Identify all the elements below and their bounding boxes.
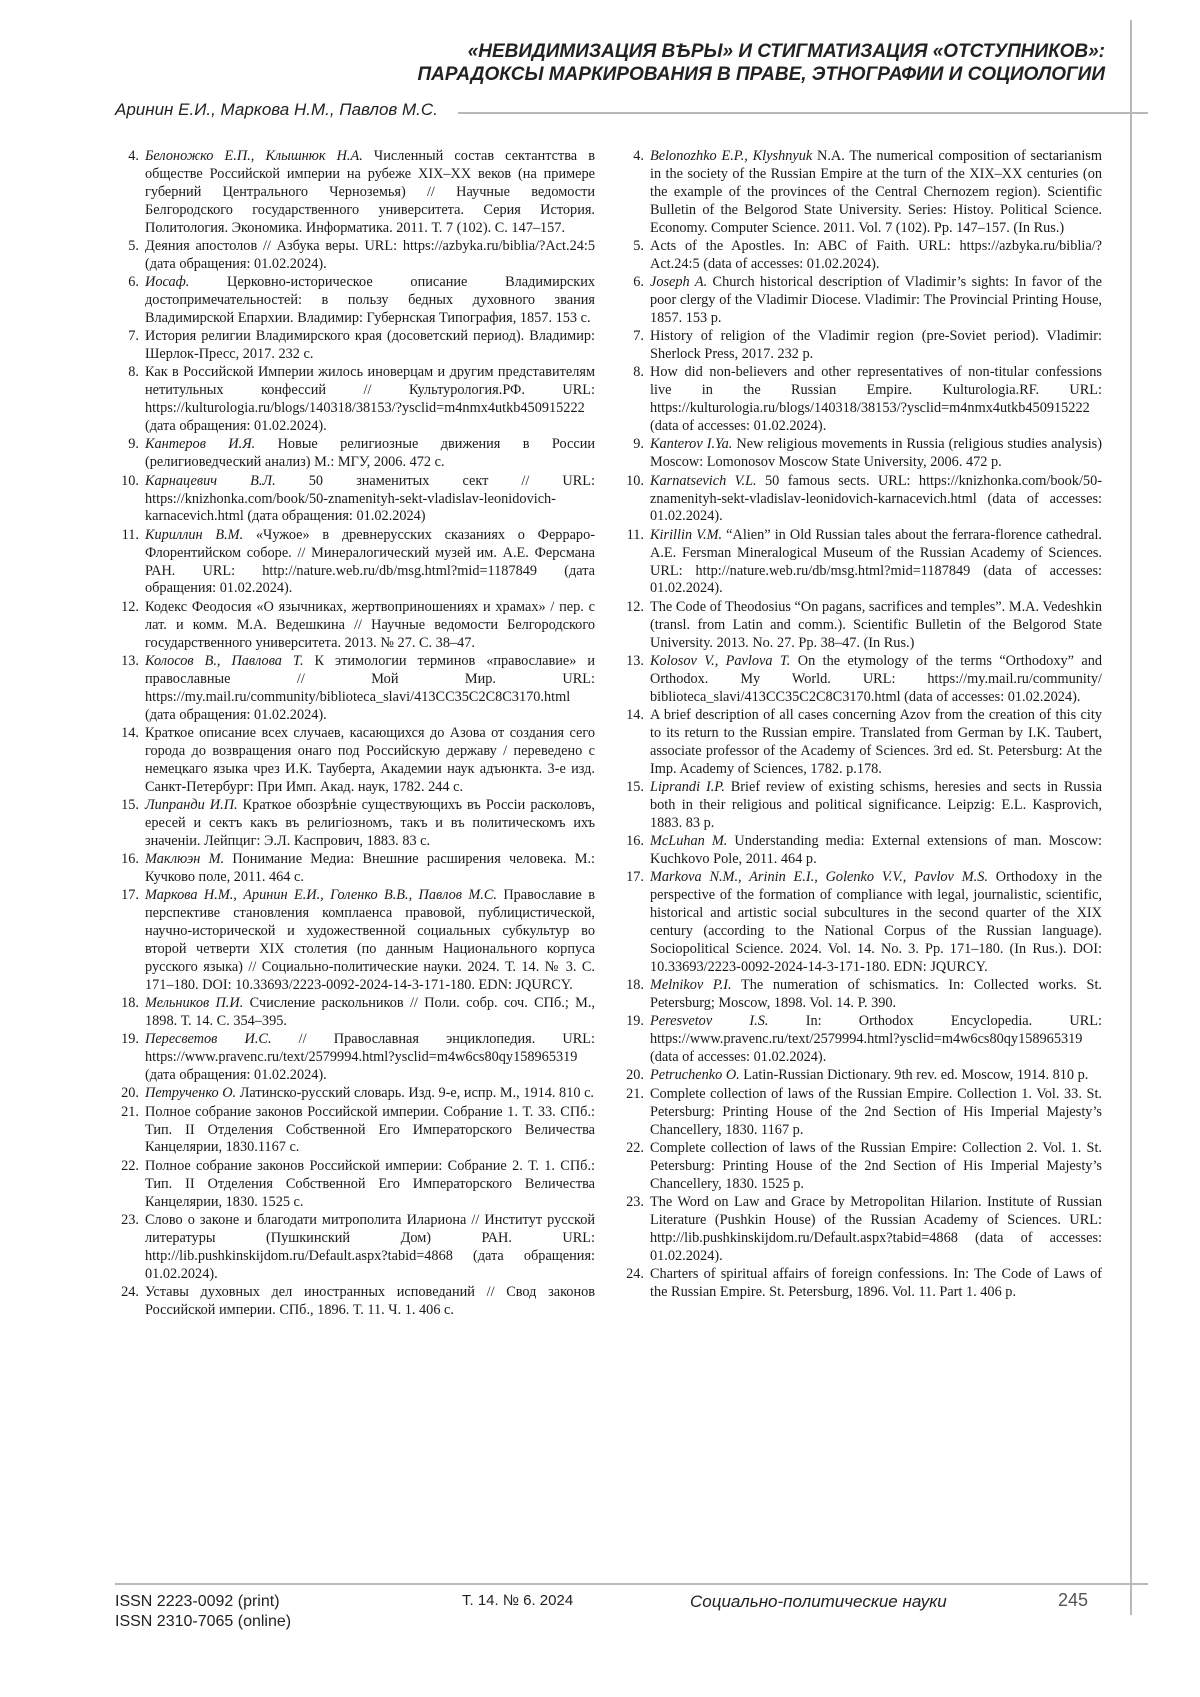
reference-authors: Петрученко О. bbox=[145, 1085, 236, 1101]
reference-item bbox=[620, 869, 1102, 976]
reference-item bbox=[620, 473, 1102, 527]
reference-number: 24. bbox=[115, 1284, 139, 1302]
reference-authors: Кириллин В.М. bbox=[145, 527, 243, 543]
reference-text: Кодекс Феодосия «О язычниках, жертвоприношениях и храмах» / пер. с лат. и комм. М.А. Ведешкина // Научные ведомости Белгородского государственного университета. 2013. № 27. С. 38–47. bbox=[145, 599, 595, 651]
reference-text: Слово о законе и благодати митрополита Илариона // Институт русской литературы (Пушкинский Дом) РАН. URL: http://lib.pushkinskijdom.ru/Default.aspx?tabid=4868 (дата обращения: 01.02.2024). bbox=[145, 1212, 595, 1282]
reference-item bbox=[115, 1104, 595, 1158]
reference-number: 16. bbox=[620, 833, 644, 851]
references-russian bbox=[115, 148, 595, 1320]
reference-text: Латинско-русский словарь. Изд. 9-е, испр. М., 1914. 810 с. bbox=[236, 1085, 594, 1101]
footer-issn bbox=[115, 1592, 291, 1632]
reference-text: Acts of the Apostles. In: ABC of Faith. URL: https://azbyka.ru/biblia/?Act.24:5 (data of accesses: 01.02.2024). bbox=[650, 238, 1102, 272]
reference-item bbox=[620, 1013, 1102, 1067]
reference-item bbox=[115, 148, 595, 238]
reference-number: 7. bbox=[115, 328, 139, 346]
reference-item bbox=[620, 436, 1102, 472]
reference-authors: Kolosov V., Pavlova T. bbox=[650, 653, 790, 669]
reference-text: Church historical description of Vladimir’s sights: In favor of the poor clergy of the Vladimir Diocese. Vladimir: The Provincial Printing House, 1857. 153 p. bbox=[650, 274, 1102, 326]
reference-number: 6. bbox=[620, 274, 644, 292]
reference-number: 12. bbox=[115, 599, 139, 617]
reference-text: Полное собрание законов Российской империи. Собрание 1. Т. 33. СПб.: Тип. II Отделения Собственной Его Императорского Величества Канцелярии, 1830.1167 с. bbox=[145, 1104, 595, 1156]
running-title-line-1: «НЕВИДИМИЗАЦИЯ ВѢРЫ» И СТИГМАТИЗАЦИЯ «ОТСТУПНИКОВ»: bbox=[150, 40, 1105, 63]
reference-authors: Belonozhko E.P., Klyshnyuk bbox=[650, 148, 812, 164]
reference-text: Новые религиозные движения в России (религиоведческий анализ) М.: МГУ, 2006. 472 с. bbox=[145, 436, 595, 470]
reference-number: 23. bbox=[115, 1212, 139, 1230]
reference-item bbox=[620, 364, 1102, 436]
reference-item bbox=[620, 1067, 1102, 1085]
reference-item bbox=[115, 364, 595, 436]
reference-text: New religious movements in Russia (religious studies analysis) Moscow: Lomonosov Moscow State University, 2006. 472 p. bbox=[650, 436, 1102, 470]
reference-text: History of religion of the Vladimir region (pre-Soviet period). Vladimir: Sherlock Press, 2017. 232 p. bbox=[650, 328, 1102, 362]
reference-text: The Code of Theodosius “On pagans, sacrifices and temples”. M.A. Vedeshkin (transl. from Latin and comm.). Scientific Bulletin of the Belgorod State University. 2013. No. 27. Pp. 38–47. (In Rus.) bbox=[650, 599, 1102, 651]
reference-number: 5. bbox=[115, 238, 139, 256]
reference-authors: Мельников П.И. bbox=[145, 995, 243, 1011]
reference-authors: Маклюэн М. bbox=[145, 851, 224, 867]
reference-item bbox=[620, 527, 1102, 599]
reference-item bbox=[115, 1031, 595, 1085]
reference-text: A brief description of all cases concerning Azov from the creation of this city to its return to the Russian empire. Translated from German by I.K. Taubert, associate professor of the Academy of Sciences. 3rd ed. St. Petersburg: At the Imp. Academy of Sciences, 1782. p.178. bbox=[650, 707, 1102, 777]
reference-item bbox=[115, 527, 595, 599]
reference-item bbox=[620, 274, 1102, 328]
reference-authors: Joseph A. bbox=[650, 274, 707, 290]
reference-number: 19. bbox=[115, 1031, 139, 1049]
reference-item bbox=[115, 797, 595, 851]
reference-number: 14. bbox=[620, 707, 644, 725]
reference-item bbox=[115, 599, 595, 653]
reference-item bbox=[620, 1086, 1102, 1140]
reference-text: Краткое обозрѣніе существующихъ въ Россіи расколовъ, ересей и сектъ какъ въ религіозномъ, такъ и въ политическомъ ихъ значеніи. Лейпциг: Э.Л. Каспрович, 1883. 83 с. bbox=[145, 797, 595, 849]
reference-number: 21. bbox=[620, 1086, 644, 1104]
reference-text: The numeration of schismatics. In: Collected works. St. Petersburg; Moscow, 1898. Vol. 14. P. 390. bbox=[650, 977, 1102, 1011]
reference-item bbox=[620, 1194, 1102, 1266]
reference-number: 5. bbox=[620, 238, 644, 256]
reference-item bbox=[115, 328, 595, 364]
running-authors: Аринин Е.И., Маркова Н.М., Павлов М.С. bbox=[115, 100, 438, 120]
reference-text: “Alien” in Old Russian tales about the ferrara-florence cathedral. A.E. Fersman Mineralogical Museum of the Russian Academy of Sciences. URL: http://nature.web.ru/db/msg.html?mid=1187849 (data of accesses: 01.02.2024). bbox=[650, 527, 1102, 597]
references-english bbox=[620, 148, 1102, 1302]
reference-item bbox=[620, 238, 1102, 274]
issn-print: ISSN 2223-0092 (print) bbox=[115, 1592, 291, 1612]
reference-number: 22. bbox=[620, 1140, 644, 1158]
reference-item bbox=[620, 833, 1102, 869]
reference-number: 17. bbox=[115, 887, 139, 905]
reference-authors: Petruchenko O. bbox=[650, 1067, 740, 1083]
reference-text: Церковно-историческое описание Владимирских достопримечательностей: в пользу бедных духовного звания Владимирской Епархии. Владимир: Губернская Типография, 1857. 153 с. bbox=[145, 274, 595, 326]
reference-text: Charters of spiritual affairs of foreign confessions. In: The Code of Laws of the Russian Empire. St. Petersburg, 1896. Vol. 11. Part 1. 406 p. bbox=[650, 1266, 1102, 1300]
reference-text: N.A. The numerical composition of sectarianism in the society of the Russian Empire at the turn of the XIX–XX centuries (on the example of the provinces of the Central Chernozem region). Scientific Bulletin of the Belgorod State University. Series: Histoy. Political Science. Economy. Computer Science. 2011. Vol. 7 (102). Pp. 147–157. (In Rus.) bbox=[650, 148, 1102, 236]
running-title bbox=[150, 40, 1105, 86]
reference-text: «Чужое» в древнерусских сказаниях о Ферраро-Флорентийском соборе. // Минералогический музей им. А.Е. Ферсмана РАН. URL: http://nature.web.ru/db/msg.html?mid=1187849 (дата обращения: 01.02.2024). bbox=[145, 527, 595, 597]
reference-number: 9. bbox=[620, 436, 644, 454]
reference-text: Полное собрание законов Российской империи: Собрание 2. Т. 1. СПб.: Тип. II Отделения Собственной Его Императорского Величества Канцелярии, 1830. 1525 с. bbox=[145, 1158, 595, 1210]
reference-item bbox=[115, 653, 595, 725]
reference-text: How did non-believers and other representatives of non-titular confessions live in the Russian Empire. Kulturologia.RF. URL: https://kulturologia.ru/blogs/140318/38153/?ysclid=m4nmx4utkb450915222 (data of accesses: 01.02.2024). bbox=[650, 364, 1102, 434]
reference-number: 15. bbox=[115, 797, 139, 815]
reference-number: 23. bbox=[620, 1194, 644, 1212]
reference-authors: Melnikov P.I. bbox=[650, 977, 732, 993]
reference-item bbox=[115, 238, 595, 274]
reference-number: 10. bbox=[620, 473, 644, 491]
reference-number: 21. bbox=[115, 1104, 139, 1122]
issn-online: ISSN 2310-7065 (online) bbox=[115, 1612, 291, 1632]
reference-number: 16. bbox=[115, 851, 139, 869]
reference-item bbox=[620, 328, 1102, 364]
reference-number: 4. bbox=[115, 148, 139, 166]
reference-item bbox=[115, 1212, 595, 1284]
reference-number: 7. bbox=[620, 328, 644, 346]
reference-authors: Колосов В., Павлова Т. bbox=[145, 653, 304, 669]
reference-item bbox=[115, 725, 595, 797]
reference-text: Счисление раскольников // Поли. собр. соч. СПб.; М., 1898. Т. 14. С. 354–395. bbox=[145, 995, 595, 1029]
reference-authors: Липранди И.П. bbox=[145, 797, 238, 813]
reference-authors: Liprandi I.P. bbox=[650, 779, 725, 795]
reference-item bbox=[115, 473, 595, 527]
reference-item bbox=[115, 1085, 595, 1103]
reference-text: Как в Российской Империи жилось иноверцам и другим представителям нетитульных конфессий // Культурология.РФ. URL: https://kulturologia.ru/blogs/140318/38153/?ysclid=m4nmx4utkb450915222 (дата обращения: 01.02.2024). bbox=[145, 364, 595, 434]
reference-text: The Word on Law and Grace by Metropolitan Hilarion. Institute of Russian Literature (Pushkin House) of the Russian Academy of Sciences. URL: http://lib.pushkinskijdom.ru/Default.aspx?tabid=4868 (data of accesses: 01.02.2024). bbox=[650, 1194, 1102, 1264]
reference-item bbox=[115, 995, 595, 1031]
reference-number: 11. bbox=[115, 527, 139, 545]
reference-text: Orthodoxy in the perspective of the formation of compliance with legal, journalistic, scientific, historical and artistic social subcultures in the second quarter of the XIX century (according to the National Corpus of the Russian language). Sociopolitical Science. 2024. Vol. 14. No. 3. Pp. 171–180. (In Rus.). DOI: 10.33693/2223-0092-2024-14-3-171-180. EDN: JQURCY. bbox=[650, 869, 1102, 975]
reference-number: 24. bbox=[620, 1266, 644, 1284]
footer-volume: Т. 14. № 6. 2024 bbox=[462, 1592, 573, 1609]
reference-item bbox=[620, 779, 1102, 833]
reference-number: 15. bbox=[620, 779, 644, 797]
reference-number: 18. bbox=[115, 995, 139, 1013]
reference-text: Brief review of existing schisms, heresies and sects in Russia both in their religious and political significance. Leipzig: E.L. Kasprovich, 1883. 83 p. bbox=[650, 779, 1102, 831]
reference-text: On the etymology of the terms “Orthodoxy” and Orthodox. My World. URL: https://my.mail.ru/community/ biblioteca_slavi/413CC35C2C8C3170.html (data of accesses: 01.02.2024). bbox=[650, 653, 1102, 705]
reference-number: 14. bbox=[115, 725, 139, 743]
reference-item bbox=[620, 1140, 1102, 1194]
page-number: 245 bbox=[1058, 1590, 1088, 1611]
reference-number: 8. bbox=[115, 364, 139, 382]
reference-number: 19. bbox=[620, 1013, 644, 1031]
reference-authors: Пересветов И.С. bbox=[145, 1031, 272, 1047]
reference-item bbox=[620, 1266, 1102, 1302]
reference-text: 50 знаменитых сект // URL: https://knizhonka.com/book/50-znamenityh-sekt-vladislav-leonidovich-karnacevich.html (дата обращения: 01.02.2024) bbox=[145, 473, 595, 525]
reference-number: 12. bbox=[620, 599, 644, 617]
reference-number: 6. bbox=[115, 274, 139, 292]
reference-text: Latin-Russian Dictionary. 9th rev. ed. Moscow, 1914. 810 p. bbox=[740, 1067, 1089, 1083]
reference-item bbox=[115, 887, 595, 994]
reference-number: 13. bbox=[620, 653, 644, 671]
reference-text: Православие в перспективе становления комплаенса правовой, публицистической, научно-исторической и художественной социальных субкультур во второй четверти XIX столетия (по данным Национального корпуса русского языка) // Социально-политические науки. 2024. Т. 14. № 3. С. 171–180. DOI: 10.33693/2223-0092-2024-14-3-171-180. EDN: JQURCY. bbox=[145, 887, 595, 993]
reference-item bbox=[620, 707, 1102, 779]
reference-text: Деяния апостолов // Азбука веры. URL: https://azbyka.ru/biblia/?Act.24:5 (дата обращения: 01.02.2024). bbox=[145, 238, 595, 272]
reference-text: Уставы духовных дел иностранных исповеданий // Свод законов Российской империи. СПб., 1896. Т. 11. Ч. 1. 406 с. bbox=[145, 1284, 595, 1318]
reference-authors: Peresvetov I.S. bbox=[650, 1013, 768, 1029]
reference-number: 13. bbox=[115, 653, 139, 671]
reference-authors: Karnatsevich V.L. bbox=[650, 473, 757, 489]
reference-authors: Markova N.M., Arinin E.I., Golenko V.V., Pavlov M.S. bbox=[650, 869, 988, 885]
reference-authors: Kanterov I.Ya. bbox=[650, 436, 732, 452]
reference-authors: McLuhan M. bbox=[650, 833, 727, 849]
reference-number: 4. bbox=[620, 148, 644, 166]
reference-text: In: Orthodox Encyclopedia. URL: https://www.pravenc.ru/text/2579994.html?ysclid=m4w6cs80qy158965319 (data of accesses: 01.02.2024). bbox=[650, 1013, 1102, 1065]
reference-item bbox=[115, 436, 595, 472]
reference-text: К этимологии терминов «православие» и православные // Мой Мир. URL: https://my.mail.ru/community/biblioteca_slavi/413CC35C2C8C3170.html (дата обращения: 01.02.2024). bbox=[145, 653, 595, 723]
reference-authors: Иосаф. bbox=[145, 274, 189, 290]
reference-number: 18. bbox=[620, 977, 644, 995]
reference-item bbox=[115, 1158, 595, 1212]
reference-number: 22. bbox=[115, 1158, 139, 1176]
reference-authors: Кантеров И.Я. bbox=[145, 436, 255, 452]
reference-text: Численный состав сектантства в обществе Российской империи на рубеже XIX–XX веков (на примере губерний Центрального Черноземья) // Научные ведомости Белгородского государственного университета. Серия История. Политология. Экономика. Информатика. 2011. Т. 7 (102). С. 147–157. bbox=[145, 148, 595, 236]
reference-number: 10. bbox=[115, 473, 139, 491]
reference-text: Understanding media: External extensions of man. Moscow: Kuchkovo Pole, 2011. 464 p. bbox=[650, 833, 1102, 867]
reference-item bbox=[620, 599, 1102, 653]
reference-item bbox=[620, 148, 1102, 238]
reference-number: 11. bbox=[620, 527, 644, 545]
reference-item bbox=[115, 1284, 595, 1320]
reference-authors: Белоножко Е.П., Клышнюк Н.А. bbox=[145, 148, 363, 164]
reference-authors: Маркова Н.М., Аринин Е.И., Голенко В.В., Павлов М.С. bbox=[145, 887, 497, 903]
header-rule bbox=[458, 112, 1148, 114]
footer-journal-name: Социально-политические науки bbox=[690, 1592, 947, 1612]
reference-text: История религии Владимирского края (досоветский период). Владимир: Шерлок-Пресс, 2017. 232 с. bbox=[145, 328, 595, 362]
reference-item bbox=[115, 274, 595, 328]
reference-authors: Карнацевич В.Л. bbox=[145, 473, 276, 489]
reference-number: 8. bbox=[620, 364, 644, 382]
right-margin-rule bbox=[1130, 20, 1132, 1615]
reference-number: 17. bbox=[620, 869, 644, 887]
running-title-line-2: ПАРАДОКСЫ МАРКИРОВАНИЯ В ПРАВЕ, ЭТНОГРАФИИ И СОЦИОЛОГИИ bbox=[150, 63, 1105, 86]
reference-authors: Kirillin V.M. bbox=[650, 527, 722, 543]
reference-text: Complete collection of laws of the Russian Empire: Collection 2. Vol. 1. St. Petersburg: Printing House of the 2nd Section of His Imperial Majesty’s Chancellery, 1830. 1525 p. bbox=[650, 1140, 1102, 1192]
reference-number: 20. bbox=[620, 1067, 644, 1085]
reference-item bbox=[620, 977, 1102, 1013]
reference-text: 50 famous sects. URL: https://knizhonka.com/book/50-znamenityh-sekt-vladislav-leonidovich-karnacevich.html (data of accesses: 01.02.2024). bbox=[650, 473, 1102, 525]
reference-number: 9. bbox=[115, 436, 139, 454]
reference-text: Complete collection of laws of the Russian Empire. Collection 1. Vol. 33. St. Petersburg: Printing House of the 2nd Section of His Imperial Majesty’s Chancellery, 1830. 1167 p. bbox=[650, 1086, 1102, 1138]
reference-number: 20. bbox=[115, 1085, 139, 1103]
reference-item bbox=[115, 851, 595, 887]
reference-text: // Православная энциклопедия. URL: https://www.pravenc.ru/text/2579994.html?ysclid=m4w6cs80qy158965319 (дата обращения: 01.02.2024). bbox=[145, 1031, 595, 1083]
reference-text: Понимание Медиа: Внешние расширения человека. М.: Кучково поле, 2011. 464 с. bbox=[145, 851, 595, 885]
reference-item bbox=[620, 653, 1102, 707]
footer-rule bbox=[115, 1583, 1148, 1585]
reference-text: Краткое описание всех случаев, касающихся до Азова от создания сего города до возвращения онаго под Российскую державу / переведено с немецкаго языка чрез И.К. Тауберта, Академии наук адъюнкта. 3-е изд. Санкт-Петербург: При Имп. Акад. наук, 1782. 244 с. bbox=[145, 725, 595, 795]
